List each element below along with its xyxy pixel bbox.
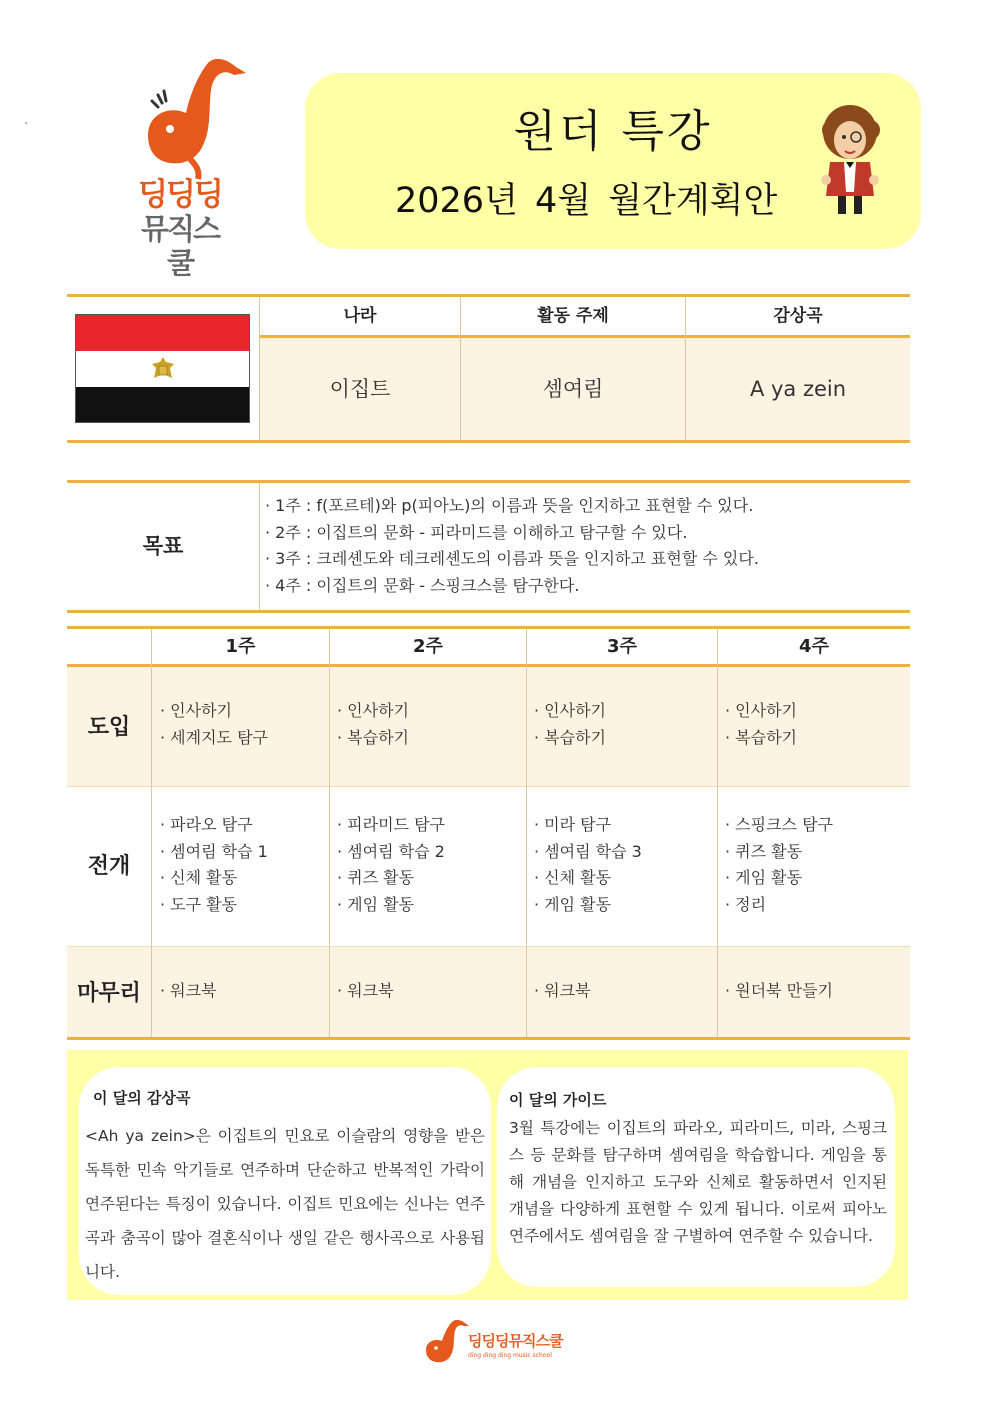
cell-line: · 퀴즈 활동 (725, 841, 803, 861)
info-table (67, 294, 910, 444)
eagle-emblem-icon (148, 354, 178, 384)
table-cell (534, 698, 606, 751)
week-header: 2주 (413, 636, 443, 657)
cell-line: · 셈여림 학습 1 (160, 841, 268, 861)
table-cell (534, 978, 591, 1005)
guide-note-title: 이 달의 가이드 (509, 1091, 607, 1109)
cell-line: · 피라미드 탐구 (337, 815, 445, 834)
egypt-flag-icon (75, 314, 250, 423)
cell-line: · 도구 활동 (160, 894, 238, 914)
brand-logo-text (130, 178, 230, 280)
notes-section (67, 1050, 908, 1300)
goals-list (265, 493, 759, 599)
header-country: 나라 (343, 306, 377, 326)
cell-line: · 인사하기 (725, 701, 797, 720)
stray-mark: ' (25, 121, 28, 130)
table-cell (337, 698, 409, 751)
cell-line: · 원더북 만들기 (725, 981, 833, 1000)
week-header: 3주 (607, 636, 637, 657)
cell-line: · 복습하기 (337, 727, 409, 747)
week-header: 4주 (799, 636, 829, 657)
table-cell (160, 698, 268, 751)
cell-line: · 인사하기 (160, 701, 232, 720)
composer-character-icon (812, 100, 892, 220)
header-topic: 활동 주제 (537, 306, 609, 326)
cell-line: · 미라 탐구 (534, 815, 612, 834)
cell-line: · 게임 활동 (534, 894, 612, 914)
goal-item: · 3주 : 크레셴도와 데크레셴도의 이름과 뜻을 인지하고 표현할 수 있다. (265, 549, 759, 568)
header-song: 감상곡 (773, 306, 823, 326)
goal-item: · 4주 : 이집트의 문화 - 스핑크스를 탐구한다. (265, 575, 580, 595)
cell-line: · 워크북 (160, 981, 217, 1000)
cell-line: · 복습하기 (725, 727, 797, 747)
goals-section (67, 480, 910, 614)
cell-line: · 게임 활동 (725, 868, 803, 887)
cell-line: · 퀴즈 활동 (337, 868, 415, 887)
table-cell (534, 812, 642, 918)
value-country: 이집트 (329, 377, 391, 401)
cell-line: · 셈여림 학습 2 (337, 841, 445, 861)
cell-line: · 세계지도 탐구 (160, 727, 268, 747)
footer-logo-subtext: ding ding ding music school (468, 1352, 552, 1359)
logo-text-line2: 뮤직스쿨 (140, 212, 220, 280)
goal-item: · 2주 : 이집트의 문화 - 피라미드를 이해하고 탐구할 수 있다. (265, 522, 688, 542)
cell-line: · 신체 활동 (534, 868, 612, 887)
table-cell (160, 812, 268, 918)
song-note-card (79, 1067, 491, 1295)
cell-line: · 셈여림 학습 3 (534, 841, 642, 861)
cell-line: · 복습하기 (534, 727, 606, 747)
cell-line: · 신체 활동 (160, 868, 238, 887)
guide-note-body: 3월 특강에는 이집트의 파라오, 피라미드, 미라, 스핑크스 등 문화를 탐구하며 셈여림을 학습합니다. 게임을 통해 개념을 인지하고 도구와 신체로 활동하면서 인지된 개념을 다양하게 표현할 수 있게 됩니다. 이로써 피아노 연주에서도 셈여림을 잘 구별하여 연주할 수 있습니다. (509, 1119, 887, 1245)
logo-text-line1: 딩딩딩 (138, 177, 222, 213)
schedule-table (67, 626, 910, 1040)
week-header: 1주 (225, 636, 256, 657)
row-label-development: 전개 (87, 854, 131, 879)
row-label-wrapup: 마무리 (77, 981, 141, 1006)
song-note-title: 이 달의 감상곡 (93, 1089, 191, 1107)
cell-line: · 워크북 (337, 981, 394, 1000)
table-cell (725, 978, 833, 1005)
value-song: A ya zein (749, 377, 847, 401)
table-cell (725, 812, 833, 918)
cell-line: · 정리 (725, 894, 767, 914)
cell-line: · 파라오 탐구 (160, 815, 253, 834)
page-title: 원더 특강 (513, 106, 713, 157)
cell-line: · 인사하기 (337, 701, 409, 720)
row-label-intro: 도입 (87, 715, 131, 740)
cell-line: · 인사하기 (534, 701, 606, 720)
goals-label: 목표 (142, 534, 184, 558)
table-cell (725, 698, 797, 751)
guide-note-card (497, 1067, 895, 1287)
page-subtitle: 2026년 4월 월간계획안 (395, 181, 778, 221)
cell-line: · 게임 활동 (337, 894, 415, 914)
table-cell (337, 978, 394, 1005)
footer-logo-text: 딩딩딩뮤직스쿨 (468, 1332, 563, 1350)
cell-line: · 워크북 (534, 981, 591, 1000)
song-note-body: <Ah ya zein>은 이집트의 민요로 이슬람의 영향을 받은 독특한 민속 악기들로 연주하며 단순하고 반복적인 가락이 연주된다는 특징이 있습니다. 이집트 민요에는 신나는 연주곡과 춤곡이 많아 결혼식이나 생일 같은 행사곡으로 사용됩니다. (85, 1127, 485, 1281)
goal-item: · 1주 : f(포르테)와 p(피아노)의 이름과 뜻을 인지하고 표현할 수 있다. (265, 496, 754, 515)
value-topic: 셈여림 (542, 377, 604, 401)
cell-line: · 스핑크스 탐구 (725, 815, 833, 834)
table-cell (337, 812, 445, 918)
table-cell (160, 978, 217, 1005)
